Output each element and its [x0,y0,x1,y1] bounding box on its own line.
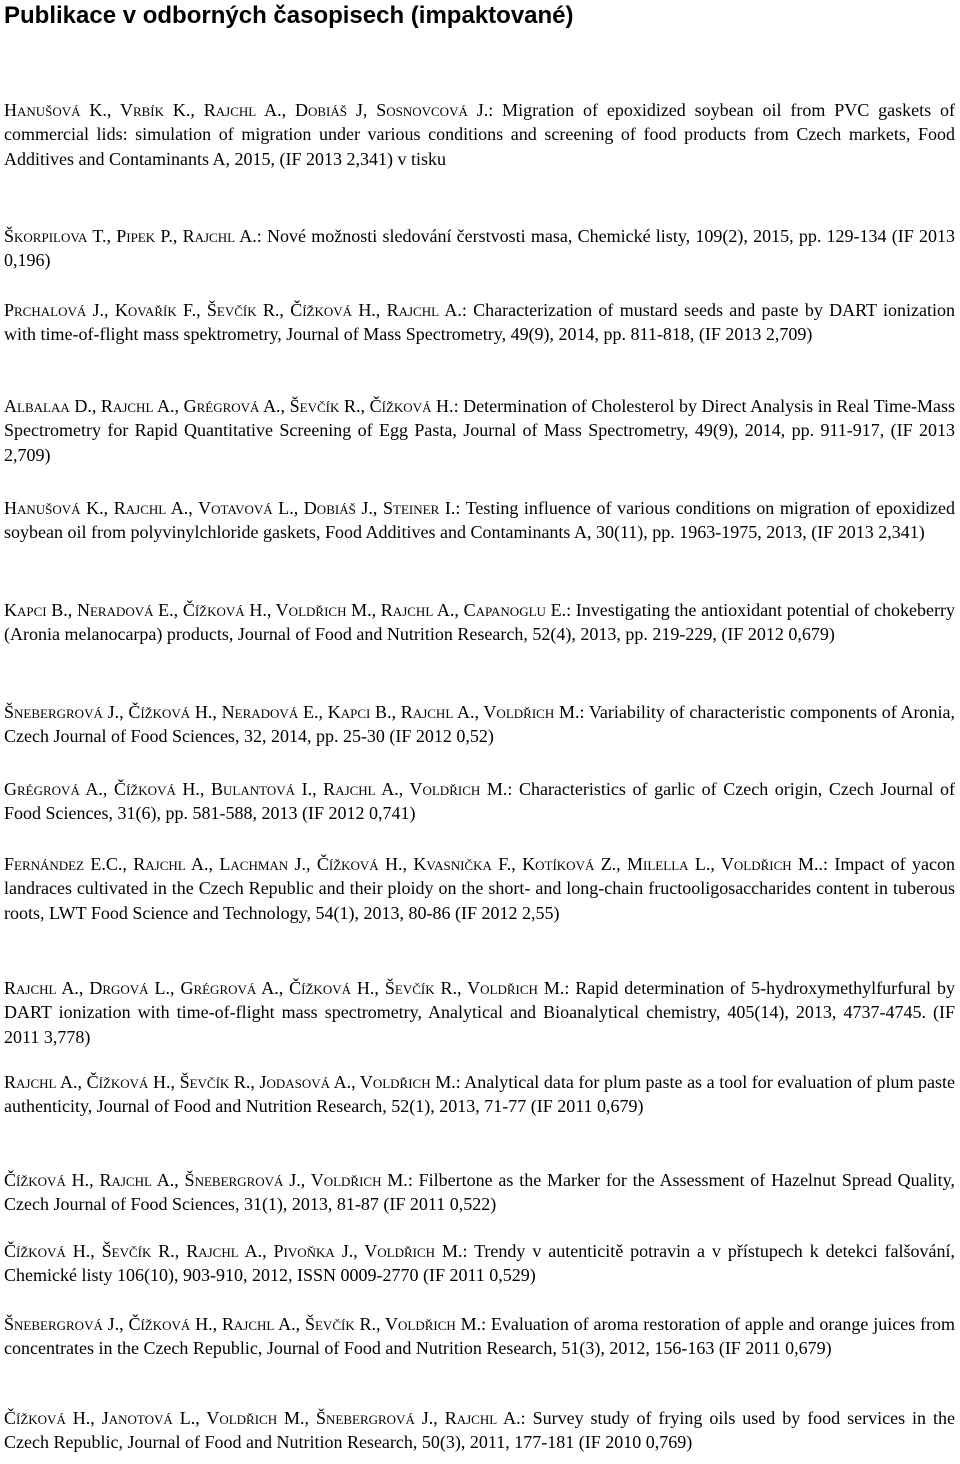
entry-authors: Albalaa D., Rajchl A., Grégrová A., Ševčík R., Čížková H. [4,396,454,416]
publication-entry [4,1239,955,1288]
entry-authors: Hanušová K., Rajchl A., Votavová L., Dobiáš J., Steiner I. [4,498,456,518]
entry-authors: Hanušová K., Vrbík K., Rajchl A., Dobiáš J, Sosnovcová J. [4,100,489,120]
publication-entry [4,496,955,545]
publication-entry [4,224,955,273]
entry-details: : Analytical data for plum paste as a tool for evaluation of plum paste authenticity, Journal of Food and Nutrition Research, 52(1), 2013, 71-77 (IF 2011 0,679) [4,1072,956,1117]
publication-entry [4,1312,955,1361]
entry-authors: Kapci B., Neradová E., Čížková H., Voldřich M., Rajchl A., Capanoglu E. [4,600,567,620]
publication-entry [4,777,955,826]
publication-entry [4,394,955,467]
publication-entry [4,976,955,1049]
entry-details: : Testing influence of various conditions on migration of epoxidized soybean oil from polyvinylchloride gaskets, Food Additives and Contaminants A, 30(11), pp. 1963-1975, 2013, (IF 2013 2,341) [4,498,955,543]
entry-authors: Čížková H., Janotová L., Voldřich M., Šnebergrová J., Rajchl A. [4,1408,521,1428]
entry-details: : Survey study of frying oils used by food services in the Czech Republic, Journal of Food and Nutrition Research, 50(3), 2011, 177-181 (IF 2010 0,769) [4,1408,955,1453]
publication-entry [4,1406,955,1455]
publication-entry [4,98,955,171]
entry-details: : Investigating the antioxidant potential of chokeberry (Aronia melanocarpa) products, Journal of Food and Nutrition Research, 52(4), 2013, pp. 219-229, (IF 2012 0,679) [4,600,955,645]
entry-authors: Škorpilova T., Pipek P., Rajchl A. [4,226,257,246]
entry-details: : Characterization of mustard seeds and paste by DART ionization with time-of-flight mass spektrometry, Journal of Mass Spectrometry, 49(9), 2014, pp. 811-818, (IF 2013 2,709) [4,300,955,345]
publication-entry [4,298,955,347]
publication-entry [4,1070,955,1119]
entry-authors: Prchalová J., Kovařík F., Ševčík R., Čížková H., Rajchl A. [4,300,462,320]
entry-details: : Variability of characteristic components of Aronia, Czech Journal of Food Sciences, 32, 2014, pp. 25-30 (IF 2012 0,52) [4,702,955,747]
publication-entry [4,852,955,925]
entry-details: .: Impact of yacon landraces cultivated in the Czech Republic and their ploidy on the short- and long-chain fructooligosaccharides content in tuberous roots, LWT Food Science and Technology, 54(1), 2013, 80-86 (IF 2012 2,55) [4,854,955,923]
entry-details: : Characteristics of garlic of Czech origin, Czech Journal of Food Sciences, 31(6), pp. 581-588, 2013 (IF 2012 0,741) [4,779,955,824]
entry-authors: Fernández E.C., Rajchl A., Lachman J., Čížková H., Kvasnička F., Kotíková Z., Milella L., Voldřich M. [4,854,819,874]
entry-authors: Rajchl A., Čížková H., Ševčík R., Jodasová A., Voldřich M. [4,1072,456,1092]
publication-entry [4,700,955,749]
entry-details: : Determination of Cholesterol by Direct Analysis in Real Time-Mass Spectrometry for Rapid Quantitative Screening of Egg Pasta, Journal of Mass Spectrometry, 49(9), 2014, pp. 911-917, (IF 2013 2,709) [4,396,955,465]
publication-entry [4,1168,955,1217]
entry-details: : Trendy v autenticitě potravin a v přístupech k detekci falšování, Chemické listy 106(10), 903-910, 2012, ISSN 0009-2770 (IF 2011 0,529) [4,1241,955,1286]
entry-authors: Grégrová A., Čížková H., Bulantová I., Rajchl A., Voldřich M. [4,779,508,799]
entry-details: : Rapid determination of 5-hydroxymethylfurfural by DART ionization with time-of-flight mass spectrometry, Analytical and Bioanalytical chemistry, 405(14), 2013, 4737-4745. (IF 2011 3,778) [4,978,955,1047]
entry-authors: Šnebergrová J., Čížková H., Neradová E., Kapci B., Rajchl A., Voldřich M. [4,702,580,722]
entry-details: : Nové možnosti sledování čerstvosti masa, Chemické listy, 109(2), 2015, pp. 129-134 (IF 2013 0,196) [4,226,955,271]
entry-authors: Čížková H., Ševčík R., Rajchl A., Pivoňka J., Voldřich M. [4,1241,463,1261]
entry-authors: Čížková H., Rajchl A., Šnebergrová J., Voldřich M. [4,1170,408,1190]
publication-entry [4,598,955,647]
entry-authors: Rajchl A., Drgová L., Grégrová A., Čížková H., Ševčík R., Voldřich M. [4,978,565,998]
entry-details: : Migration of epoxidized soybean oil from PVC gaskets of commercial lids: simulation of migration under various conditions and screening of food products from Czech markets, Food Additives and Contaminants A, 2015, (IF 2013 2,341) v tisku [4,100,955,169]
page-heading: Publikace v odborných časopisech (impaktované) [4,2,574,29]
entry-authors: Šnebergrová J., Čížková H., Rajchl A., Ševčík R., Voldřich M. [4,1314,482,1334]
entry-details: : Filbertone as the Marker for the Assessment of Hazelnut Spread Quality, Czech Journal of Food Sciences, 31(1), 2013, 81-87 (IF 2011 0,522) [4,1170,955,1215]
entry-details: : Evaluation of aroma restoration of apple and orange juices from concentrates in the Czech Republic, Journal of Food and Nutrition Research, 51(3), 2012, 156-163 (IF 2011 0,679) [4,1314,955,1359]
